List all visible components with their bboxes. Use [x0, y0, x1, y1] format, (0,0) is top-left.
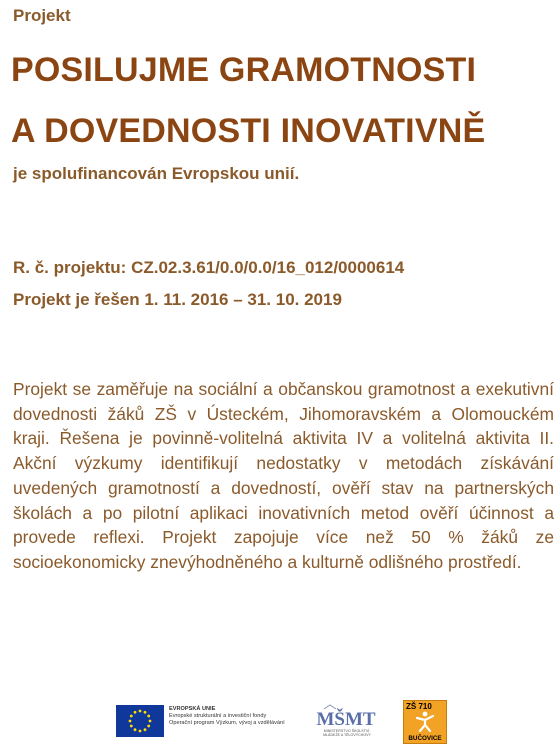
school-name-bottom: BUČOVICE — [408, 735, 442, 742]
project-description: Projekt se zaměřuje na sociální a občanskou gramotnost a exekutivní dovednosti žáků ZŠ v Ústeckém, Jihomoravském a Olomouckém kraji. Řešena je povinně-volitelná aktivita IV a volitelná aktivita II. Akční výzkumy identifikují nedostatky v metodách získávání uvedených gramotností a dovedností, ověří stav na partnerských školách a po pilotní aplikaci inovativních metod ověří účinnost a provede reflexi. Projekt zapojuje více než 50 % žáků ze socioekonomicky znevýhodněného a kulturně odlišného prostředí. — [13, 379, 554, 572]
registration-number: R. č. projektu: CZ.02.3.61/0.0/0.0/16_012/0000614 — [13, 258, 405, 277]
school-figure-icon — [414, 710, 436, 732]
eu-funds-name: Evropské strukturální a investiční fondy — [169, 713, 267, 719]
project-title — [11, 40, 485, 162]
msmt-logo-text: MŠMT — [316, 709, 376, 730]
cofinancing-note: je spolufinancován Evropskou unií. — [13, 164, 300, 183]
msmt-caption-line-1: MINISTERSTVO ŠKOLSTVÍ, — [323, 729, 371, 733]
project-period: Projekt je řešen 1. 11. 2016 – 31. 10. 2019 — [13, 290, 342, 309]
eu-flag-icon — [116, 705, 164, 737]
eu-name: EVROPSKÁ UNIE — [169, 706, 216, 712]
eu-funding-text — [169, 706, 285, 727]
msmt-caption — [311, 729, 383, 737]
msmt-caption-line-2: MLÁDEŽE A TĚLOVÝCHOVY — [323, 733, 371, 738]
school-logo — [403, 700, 447, 744]
project-title-line-2: A DOVEDNOSTI INOVATIVNĚ — [11, 112, 486, 150]
school-name-top: ZŠ 710 — [406, 702, 432, 711]
logo-footer — [0, 695, 560, 748]
project-title-line-1: POSILUJME GRAMOTNOSTI — [11, 51, 477, 89]
eu-programme-name: Operační program Výzkum, vývoj a vzdělávání — [169, 720, 285, 726]
project-label: Projekt — [13, 6, 71, 25]
